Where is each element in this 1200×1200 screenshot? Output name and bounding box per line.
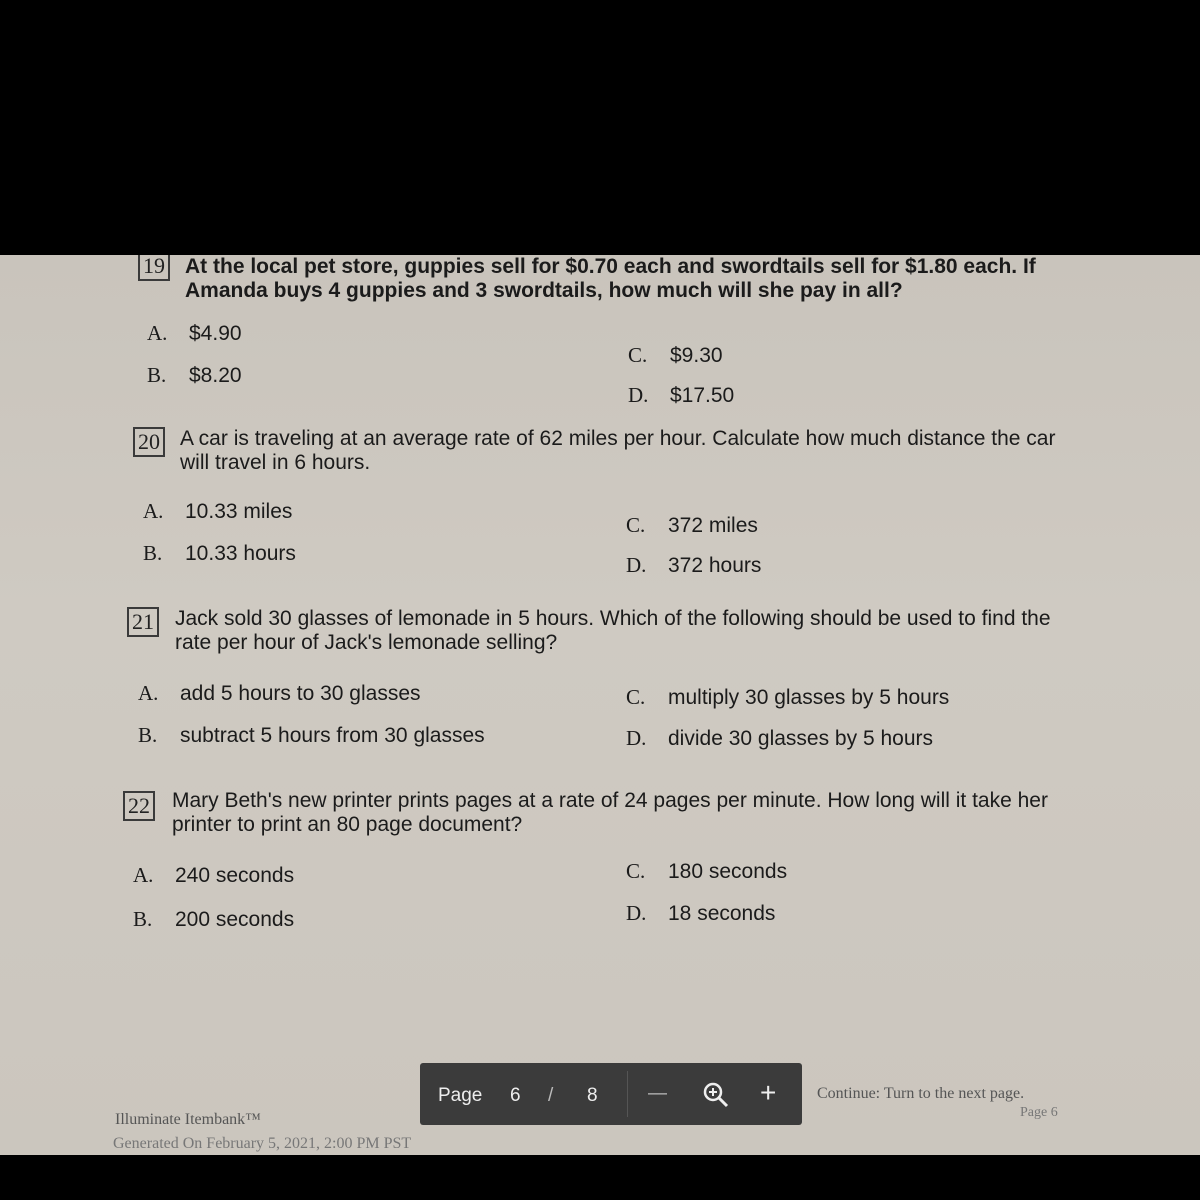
- question-text: A car is traveling at an average rate of 62 miles per hour. Calculate how much distance the car will travel in 6 hours.: [180, 427, 1056, 474]
- option-a[interactable]: A. $4.90: [147, 321, 242, 345]
- pdf-page: [0, 255, 1200, 1155]
- option-c[interactable]: C. multiply 30 glasses by 5 hours: [626, 685, 950, 709]
- question-number: 21: [127, 607, 159, 637]
- question-text: Mary Beth's new printer prints pages at a rate of 24 pages per minute. How long will it take her printer to print an 80 page document?: [172, 789, 1048, 836]
- footer-page: Page 6: [1020, 1105, 1058, 1120]
- footer-generated: Generated On February 5, 2021, 2:00 PM PST: [113, 1135, 412, 1152]
- footer-brand: Illuminate Itembank™: [115, 1111, 261, 1128]
- zoom-in-button[interactable]: +: [760, 1077, 777, 1108]
- option-c[interactable]: C. 372 miles: [626, 513, 758, 537]
- option-b[interactable]: B. 10.33 hours: [143, 541, 296, 565]
- option-a[interactable]: A. add 5 hours to 30 glasses: [138, 681, 421, 705]
- question-text: Jack sold 30 glasses of lemonade in 5 hours. Which of the following should be used to find the rate per hour of Jack's lemonade selling?: [175, 607, 1051, 654]
- option-a[interactable]: A. 240 seconds: [133, 863, 295, 887]
- zoom-icon[interactable]: [702, 1081, 730, 1115]
- divider: [627, 1071, 628, 1117]
- option-a[interactable]: A. 10.33 miles: [143, 499, 293, 523]
- option-d[interactable]: D. 18 seconds: [626, 901, 776, 925]
- question-number: 20: [133, 427, 165, 457]
- option-c[interactable]: C. 180 seconds: [626, 859, 788, 883]
- total-pages: 8: [587, 1085, 598, 1106]
- option-d[interactable]: D. divide 30 glasses by 5 hours: [626, 726, 933, 750]
- page-label: Page: [438, 1085, 483, 1106]
- option-b[interactable]: B. 200 seconds: [133, 907, 295, 931]
- page-input[interactable]: 6: [510, 1085, 521, 1106]
- option-c[interactable]: C. $9.30: [628, 343, 723, 367]
- question-number: 22: [123, 791, 155, 821]
- option-b[interactable]: B. subtract 5 hours from 30 glasses: [138, 723, 485, 747]
- option-d[interactable]: D. $17.50: [628, 383, 735, 407]
- page-separator: /: [548, 1085, 554, 1106]
- magnifier-icon: [702, 1081, 730, 1109]
- option-d[interactable]: D. 372 hours: [626, 553, 762, 577]
- question-text: At the local pet store, guppies sell for $0.70 each and swordtails sell for $1.80 each. If Amanda buys 4 guppies and 3 swordtails, how much will she pay in all?: [185, 255, 1036, 302]
- option-b[interactable]: B. $8.20: [147, 363, 242, 387]
- question-number: 19: [138, 255, 170, 281]
- pdf-toolbar: [420, 1063, 802, 1125]
- zoom-out-button[interactable]: —: [648, 1083, 667, 1104]
- footer-continue: Continue: Turn to the next page.: [817, 1085, 1025, 1102]
